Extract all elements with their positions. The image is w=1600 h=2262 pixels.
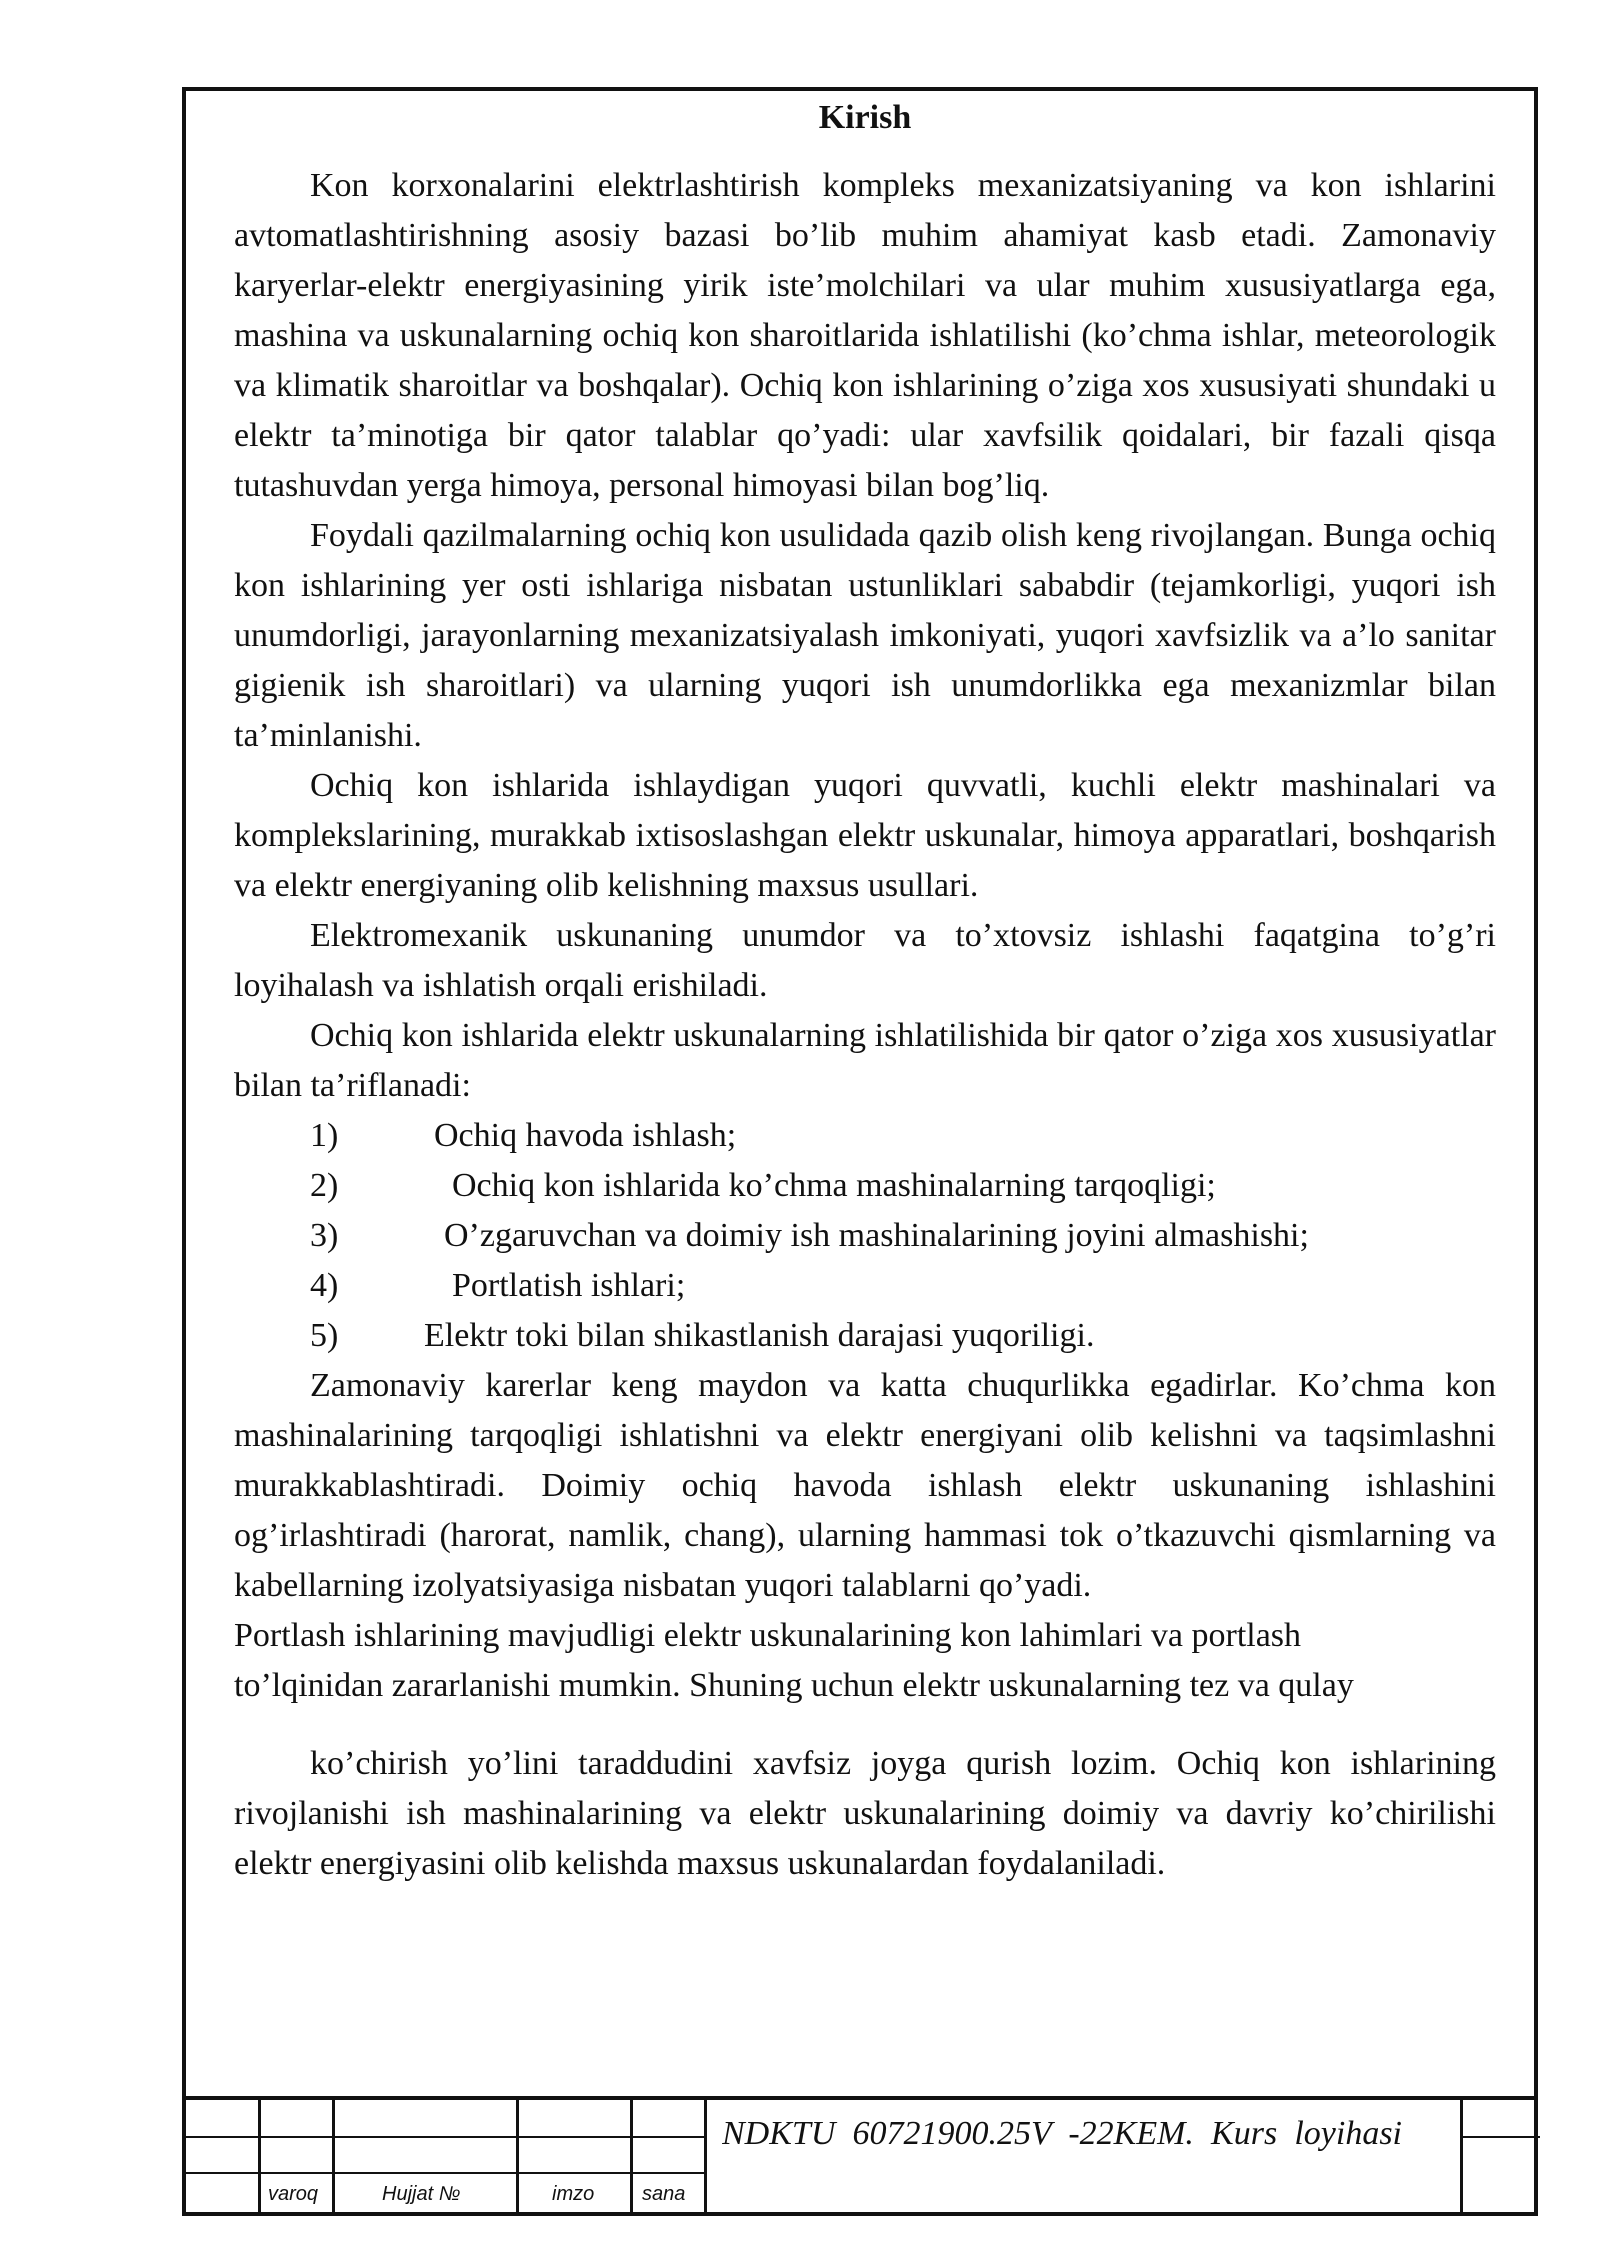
stamp-document-code: NDKTU 60721900.25V -22KEM. Kurs loyihasi	[722, 2115, 1402, 2152]
stamp-divider	[332, 2100, 335, 2212]
list-text: Ochiq havoda ishlash;	[434, 1117, 737, 1154]
paragraph-5: Ochiq kon ishlarida elektr uskunalarning ishlatilishida bir qator o’ziga xos xususiyatlar bilan ta’riflanadi:	[234, 1017, 1496, 1104]
list-item	[234, 1161, 1496, 1211]
title-block	[186, 2096, 1534, 2212]
page-break-gap	[234, 1711, 1496, 1739]
list-item	[234, 1111, 1496, 1161]
stamp-divider	[1460, 2100, 1463, 2212]
paragraph-6: Zamonaviy karerlar keng maydon va katta chuqurlikka egadirlar. Ko’chma kon mashinalarining tarqoqligi ishlatishni va elektr energiyani olib kelishni va taqsimlashni murakkablashtiradi. Doimiy ochiq havoda ishlash elektr uskunaning ishlashini og’irlashtiradi (harorat, namlik, chang), ularning hammasi tok o’tkazuvchi qismlarning va kabellarning izolyatsiyasiga nisbatan yuqori talablarni qo’yadi.	[234, 1367, 1496, 1604]
stamp-label-date: sana	[642, 2183, 686, 2205]
page-frame	[182, 87, 1538, 2216]
paragraph-8: ko’chirish yo’lini taraddudini xavfsiz joyga qurish lozim. Ochiq kon ishlarining rivojlanishi ish mashinalarining va elektr uskunalarining doimiy va davriy ko’chirilishi elektr energiyasini olib kelishda maxsus uskunalardan foydalaniladi.	[234, 1745, 1496, 1882]
list-number: 4)	[310, 1267, 339, 1304]
stamp-divider	[258, 2100, 261, 2212]
stamp-label-sheet: varoq	[268, 2183, 319, 2205]
list-item	[234, 1261, 1496, 1311]
list-number: 5)	[310, 1317, 339, 1354]
list-text: Ochiq kon ishlarida ko’chma mashinalarning tarqoqligi;	[452, 1167, 1216, 1204]
stamp-divider	[704, 2100, 707, 2212]
stamp-row-line	[1460, 2136, 1540, 2138]
stamp-label-doc-no: Hujjat №	[382, 2183, 461, 2205]
list-item	[234, 1311, 1496, 1361]
paragraph-2: Foydali qazilmalarning ochiq kon usulidada qazib olish keng rivojlangan. Bunga ochiq kon ishlarining yer osti ishlariga nisbatan ustunliklari sababdir (tejamkorligi, yuqori ish unumdorligi, jarayonlarning mexanizatsiyalash imkoniyati, yuqori xavfsizlik va a’lo sanitar gigienik ish sharoitlari) va ularning yuqori ish unumdorlikka ega mexanizmlar bilan ta’minlanishi.	[234, 517, 1496, 754]
paragraph-7-line-2: to’lqinidan zararlanishi mumkin. Shuning uchun elektr uskunalarning tez va qulay	[234, 1667, 1354, 1704]
paragraph-7-line-1: Portlash ishlarining mavjudligi elektr uskunalarining kon lahimlari va portlash	[234, 1617, 1302, 1654]
document-body	[234, 93, 1496, 1889]
list-number: 1)	[310, 1117, 339, 1154]
list-number: 2)	[310, 1167, 339, 1204]
list-text: Elektr toki bilan shikastlanish darajasi yuqoriligi.	[424, 1317, 1095, 1354]
stamp-row-line	[186, 2136, 704, 2138]
stamp-divider	[516, 2100, 519, 2212]
list-item	[234, 1211, 1496, 1261]
list-text: Portlatish ishlari;	[452, 1267, 686, 1304]
features-list	[234, 1111, 1496, 1361]
stamp-row-line	[186, 2172, 704, 2174]
stamp-divider	[630, 2100, 633, 2212]
stamp-label-signature: imzo	[552, 2183, 595, 2205]
paragraph-1: Kon korxonalarini elektrlashtirish kompleks mexanizatsiyaning va kon ishlarini avtomatlashtirishning asosiy bazasi bo’lib muhim ahamiyat kasb etadi. Zamonaviy karyerlar-elektr energiyasining yirik iste’molchilari va ular muhim xususiyatlarga ega, mashina va uskunalarning ochiq kon sharoitlarida ishlatilishi (ko’chma ishlar, meteorologik va klimatik sharoitlar va boshqalar). Ochiq kon ishlarining o’ziga xos xususiyati shundaki u elektr ta’minotiga bir qator talablar qo’yadi: ular xavfsilik qoidalari, bir fazali qisqa tutashuvdan yerga himoya, personal himoyasi bilan bog’liq.	[234, 167, 1496, 504]
paragraph-4: Elektromexanik uskunaning unumdor va to’xtovsiz ishlashi faqatgina to’g’ri loyihalash va ishlatish orqali erishiladi.	[234, 917, 1496, 1004]
paragraph-3: Ochiq kon ishlarida ishlaydigan yuqori quvvatli, kuchli elektr mashinalari va komplekslarining, murakkab ixtisoslashgan elektr uskunalar, himoya apparatlari, boshqarish va elektr energiyaning olib kelishning maxsus usullari.	[234, 767, 1496, 904]
document-title: Kirish	[818, 99, 912, 136]
list-text: O’zgaruvchan va doimiy ish mashinalarining joyini almashishi;	[444, 1217, 1309, 1254]
list-number: 3)	[310, 1217, 339, 1254]
